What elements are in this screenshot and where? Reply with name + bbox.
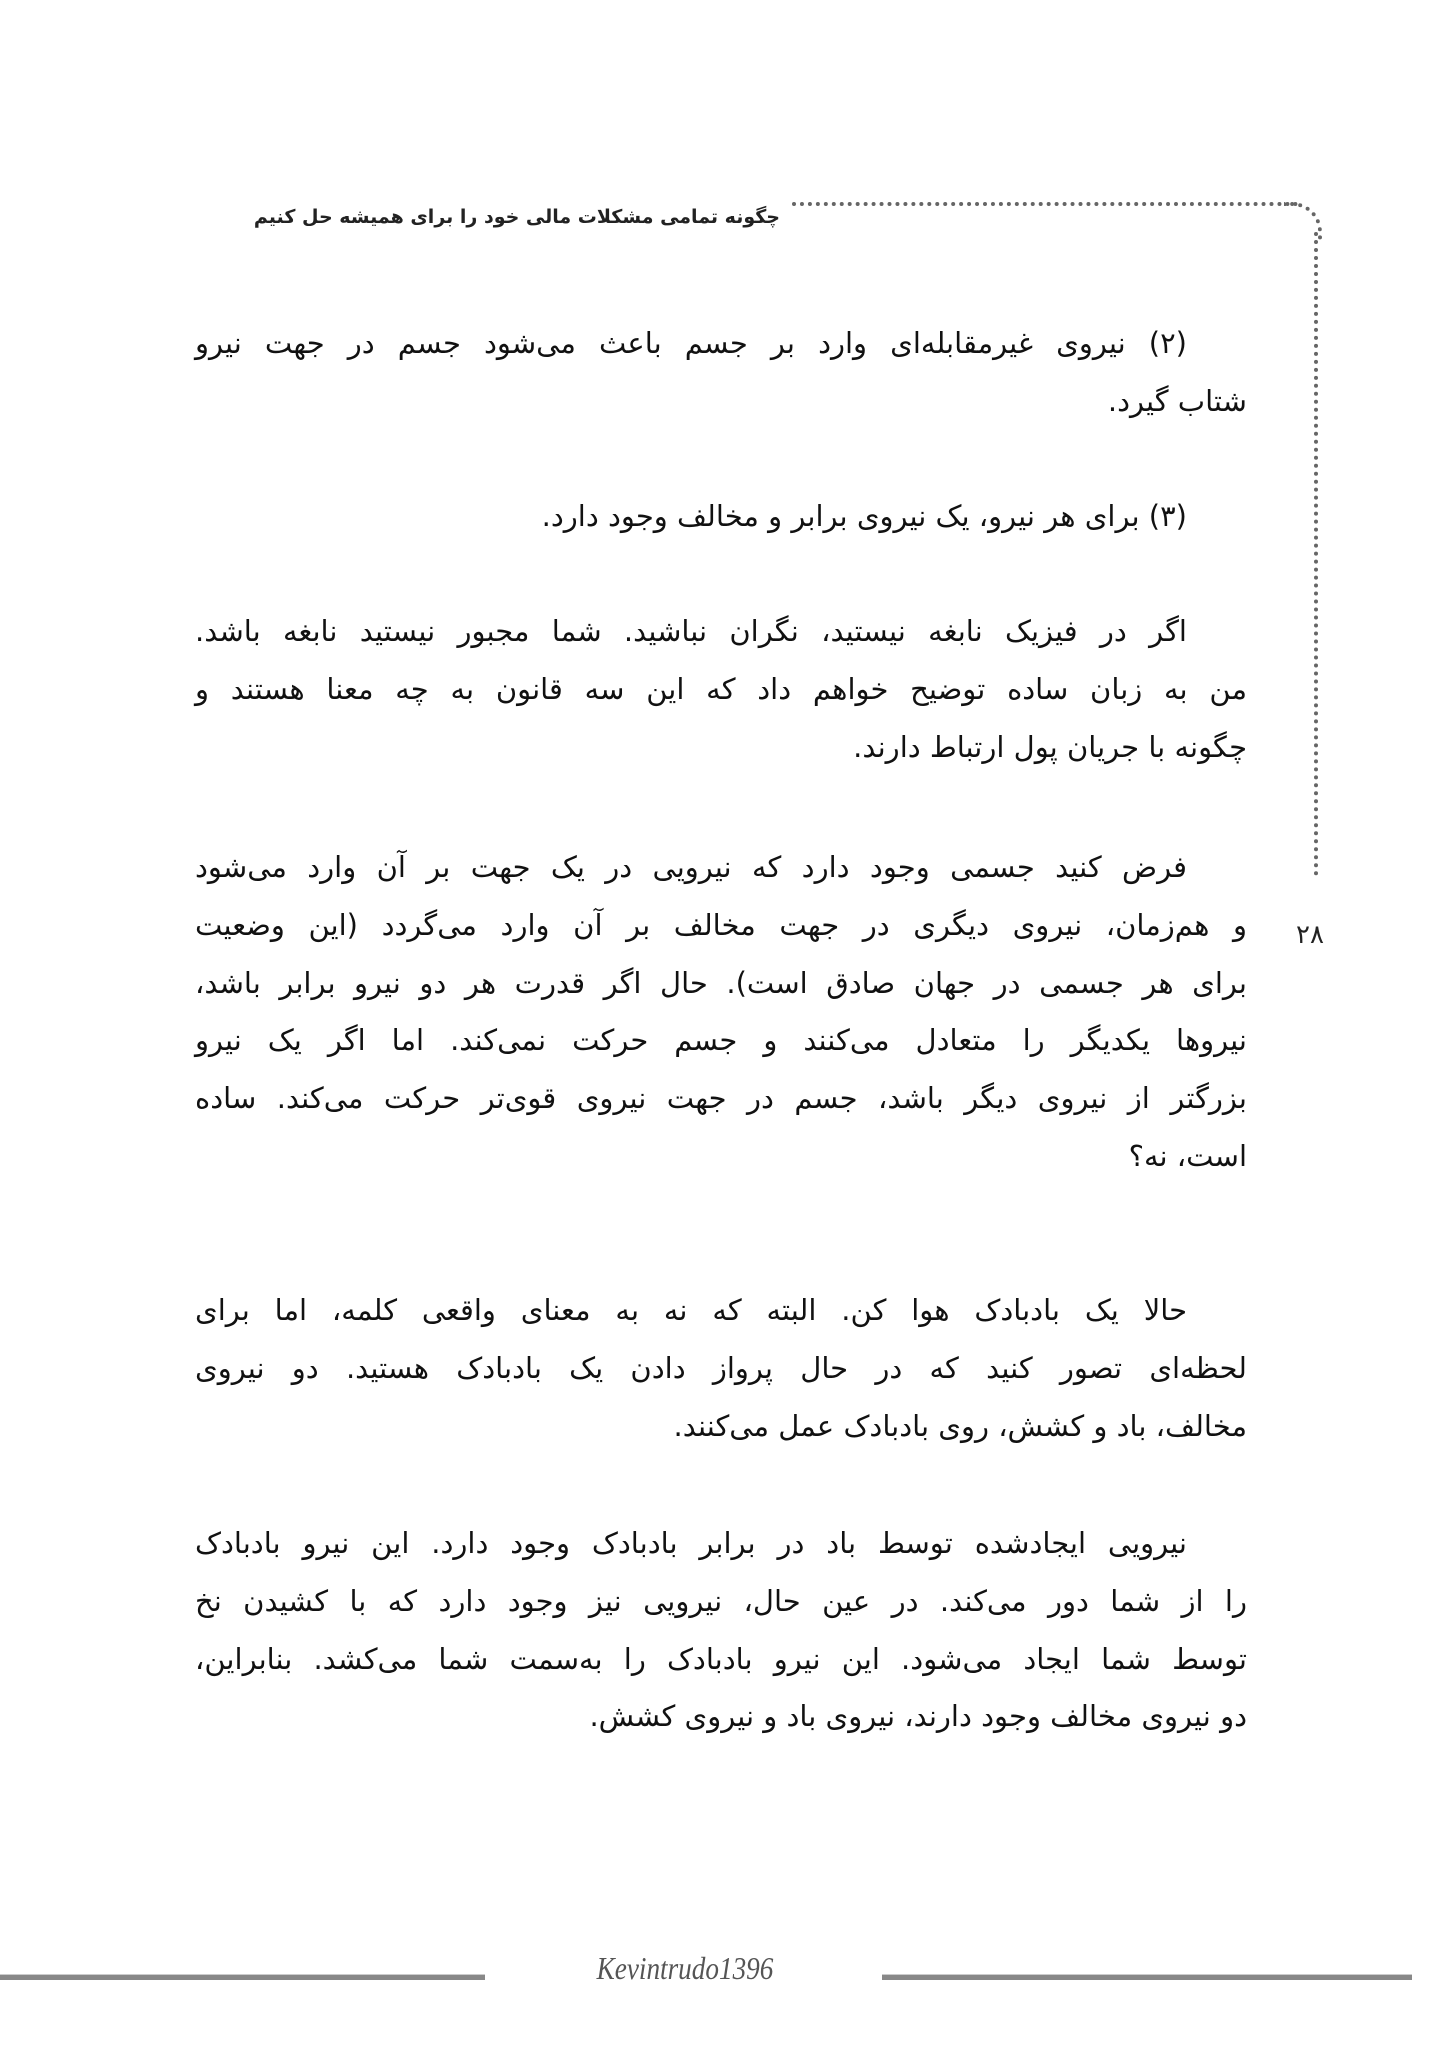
text-line: من به زبان ساده توضیح خواهم داد که این سه قانون به چه معنا هستند و: [195, 672, 1247, 706]
text-line: مخالف، باد و کشش، روی بادبادک عمل می‌کنند.: [673, 1409, 1247, 1443]
text-line: و هم‌زمان، نیروی دیگری در جهت مخالف بر آن وارد می‌گردد (این وضعیت: [195, 908, 1247, 942]
text-line: دو نیروی مخالف وجود دارند، نیروی باد و نیروی کشش.: [589, 1699, 1247, 1733]
text-line: چگونه با جریان پول ارتباط دارند.: [853, 730, 1247, 764]
text-line: بزرگتر از نیروی دیگر باشد، جسم در جهت نیروی قوی‌تر حرکت می‌کند. ساده: [195, 1081, 1247, 1115]
text-line: اگر در فیزیک نابغه نیستید، نگران نباشید. شما مجبور نیستید نابغه باشد.: [195, 614, 1187, 648]
text-line: فرض کنید جسمی وجود دارد که نیرویی در یک جهت بر آن وارد می‌شود: [195, 850, 1187, 884]
text-line: توسط شما ایجاد می‌شود. این نیرو بادبادک را به‌سمت شما می‌کشد. بنابراین،: [195, 1642, 1247, 1676]
text-line: است، نه؟: [1128, 1139, 1247, 1173]
footer-left-rule: [0, 1974, 485, 1980]
text-line: (۲) نیروی غیرمقابله‌ای وارد بر جسم باعث می‌شود جسم در جهت نیرو: [195, 326, 1187, 360]
footer-right-rule: [882, 1974, 1412, 1980]
footer-watermark-text: Kevintrudo1396: [596, 1950, 774, 1986]
frame-right-dotted-border: [1314, 232, 1318, 876]
page-header-title: چگونه تمامی مشکلات مالی خود را برای همیشه حل کنیم: [253, 206, 780, 228]
frame-top-dotted-border: [792, 202, 1298, 206]
text-line: (۳) برای هر نیرو، یک نیروی برابر و مخالف وجود دارد.: [541, 499, 1187, 533]
page-number: ۲۸: [1296, 920, 1324, 950]
text-line: را از شما دور می‌کند. در عین حال، نیرویی نیز وجود دارد که با کشیدن نخ: [195, 1584, 1247, 1618]
text-line: شتاب گیرد.: [1107, 384, 1247, 418]
text-line: برای هر جسمی در جهان صادق است). حال اگر قدرت هر دو نیرو برابر باشد،: [195, 966, 1247, 1000]
text-line: نیروها یکدیگر را متعادل می‌کنند و جسم حرکت نمی‌کند. اما اگر یک نیرو: [195, 1023, 1247, 1057]
text-line: نیرویی ایجادشده توسط باد در برابر بادبادک وجود دارد. این نیرو بادبادک: [195, 1526, 1187, 1560]
text-line: حالا یک بادبادک هوا کن. البته که نه به معنای واقعی کلمه، اما برای: [195, 1293, 1187, 1327]
text-line: لحظه‌ای تصور کنید که در حال پرواز دادن یک بادبادک هستید. دو نیروی: [195, 1351, 1247, 1385]
